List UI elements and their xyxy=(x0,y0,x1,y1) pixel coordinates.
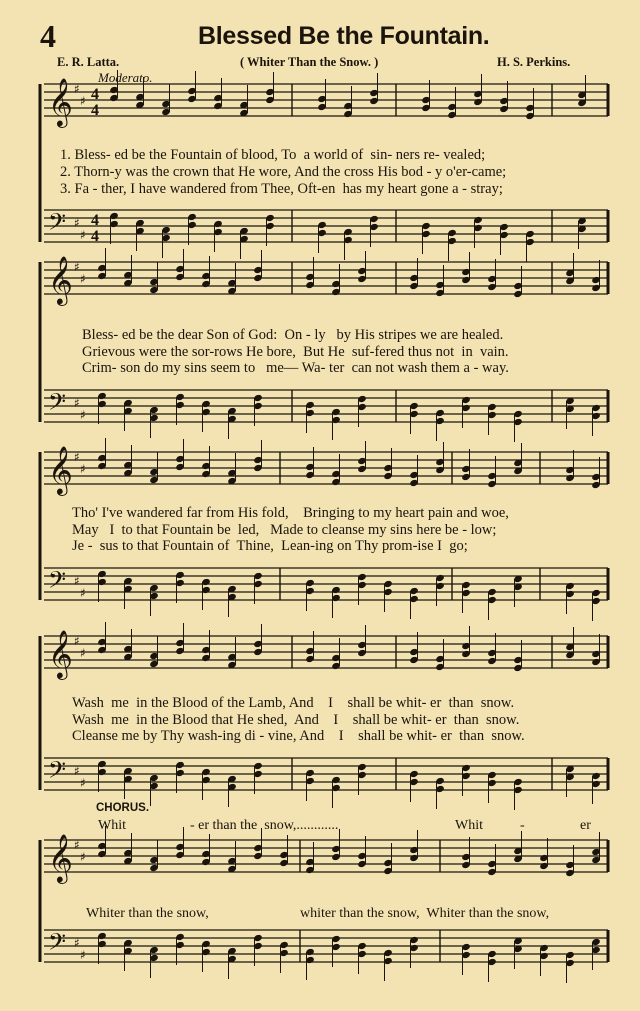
sharp-icon: ♯ xyxy=(80,948,86,962)
bass-clef: 𝄢 xyxy=(48,388,67,421)
treble-clef: 𝄞 xyxy=(48,833,73,882)
composer: H. S. Perkins. xyxy=(497,55,571,69)
sharp-icon: ♯ xyxy=(74,82,80,96)
sharp-icon: ♯ xyxy=(80,646,86,660)
bass-clef: 𝄢 xyxy=(48,928,67,961)
sharp-icon: ♯ xyxy=(74,838,80,852)
tempo-marking: Moderato. xyxy=(98,70,153,85)
lyric-line: 2. Thorn-y was the crown that He wore, And the cross His bod - y o'er-came; xyxy=(60,164,507,180)
treble-clef: 𝄞 xyxy=(48,445,73,494)
lyricist: E. R. Latta. xyxy=(57,55,120,69)
bass-clef: 𝄢 xyxy=(48,208,67,241)
lyric-line: 1. Bless- ed be the Fountain of blood, To a world of sin- ners re- vealed; xyxy=(60,147,486,163)
sharp-icon: ♯ xyxy=(80,586,86,600)
lyric-line: Tho' I've wandered far from His fold, Bringing to my heart pain and woe, xyxy=(72,505,509,521)
sharp-icon: ♯ xyxy=(74,260,80,274)
sharp-icon: ♯ xyxy=(80,462,86,476)
hymn-title: Blessed Be the Fountain. xyxy=(198,22,490,50)
treble-clef: 𝄞 xyxy=(48,77,73,126)
lyric-line: Wash me in the Blood of the Lamb, And I shall be whit- er than snow. xyxy=(72,695,515,711)
sharp-icon: ♯ xyxy=(80,850,86,864)
chorus-word: Whiter than the snow, xyxy=(86,906,209,921)
lyric-line: May I to that Fountain be led, Made to cleanse my sins here be - low; xyxy=(72,522,497,538)
time-signature: 4 xyxy=(91,228,99,245)
bass-clef: 𝄢 xyxy=(48,566,67,599)
sharp-icon: ♯ xyxy=(74,764,80,778)
time-signature: 4 xyxy=(91,86,99,103)
sharp-icon: ♯ xyxy=(74,574,80,588)
lyric-line: 3. Fa - ther, I have wandered from Thee, Oft-en has my heart gone a - stray; xyxy=(60,181,503,197)
chorus-word: Whit xyxy=(455,818,483,833)
sharp-icon: ♯ xyxy=(80,272,86,286)
bass-clef: 𝄢 xyxy=(48,756,67,789)
chorus-label: CHORUS. xyxy=(96,802,150,814)
treble-clef: 𝄞 xyxy=(48,255,73,304)
time-signature: 4 xyxy=(91,212,99,229)
sharp-icon: ♯ xyxy=(80,228,86,242)
chorus-word: - xyxy=(520,818,525,833)
treble-clef: 𝄞 xyxy=(48,629,73,678)
lyric-line: Wash me in the Blood that He shed, And I shall be whit- er than snow. xyxy=(72,712,520,728)
chorus-word: Whit xyxy=(98,818,126,833)
lyric-line: Crim- son do my sins seem to me— Wa- ter can not wash them a - way. xyxy=(82,360,509,376)
lyric-line: Cleanse me by Thy wash-ing di - vine, And I shall be whit- er than snow. xyxy=(72,728,525,744)
lyric-line: Grievous were the sor-rows He bore, But He suf-fered thus not in vain. xyxy=(82,344,509,360)
chorus-word: whiter than the snow, Whiter than the snow, xyxy=(300,906,550,921)
lyric-line: Je - sus to that Fountain of Thine, Lean-ing on Thy prom-ise I go; xyxy=(72,538,468,554)
lyric-line: Bless- ed be the dear Son of God: On - ly by His stripes we are healed. xyxy=(82,327,504,343)
chorus-word: er xyxy=(580,818,591,833)
sharp-icon: ♯ xyxy=(80,408,86,422)
sharp-icon: ♯ xyxy=(74,216,80,230)
chorus-word: - er than the snow,............ xyxy=(190,818,339,833)
sharp-icon: ♯ xyxy=(74,450,80,464)
time-signature: 4 xyxy=(91,102,99,119)
sharp-icon: ♯ xyxy=(74,936,80,950)
sharp-icon: ♯ xyxy=(80,776,86,790)
page-number: 4 xyxy=(40,18,56,54)
sharp-icon: ♯ xyxy=(74,396,80,410)
subtitle: ( Whiter Than the Snow. ) xyxy=(240,55,379,69)
sharp-icon: ♯ xyxy=(74,634,80,648)
sharp-icon: ♯ xyxy=(80,94,86,108)
